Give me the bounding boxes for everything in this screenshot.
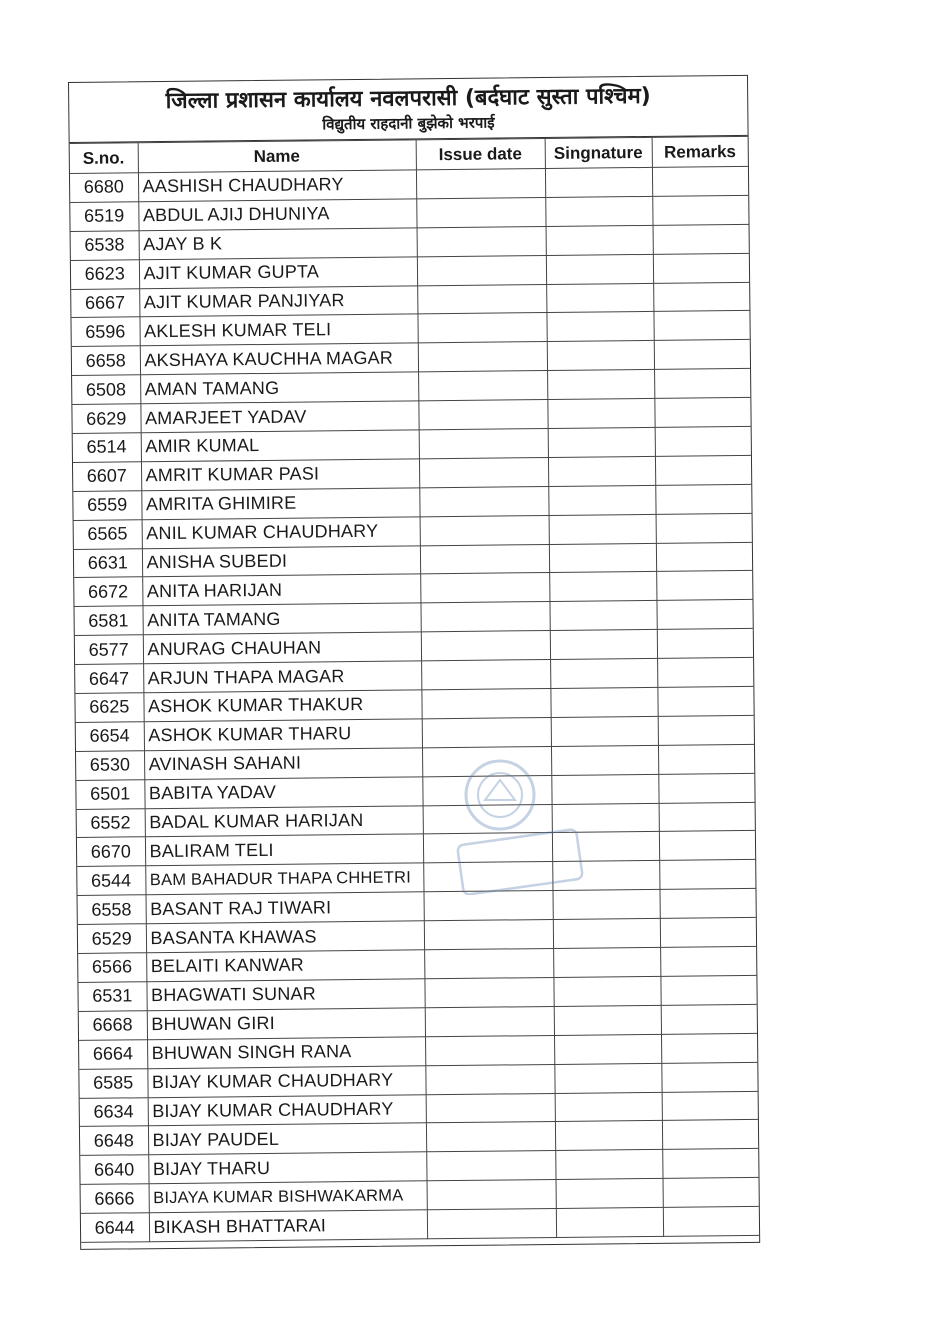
cell-remarks (660, 946, 756, 976)
cell-remarks (660, 917, 756, 947)
cell-signature (553, 947, 660, 977)
seal-outer-ring (466, 761, 534, 829)
cell-name: BIJAY THARU (148, 1152, 426, 1184)
cell-remarks (655, 455, 751, 485)
cell-name: AJIT KUMAR PANJIYAR (139, 285, 417, 317)
cell-name: ASHOK KUMAR THARU (144, 719, 422, 751)
cell-issue-date (426, 1093, 555, 1123)
cell-issue-date (426, 1151, 555, 1181)
cell-signature (546, 312, 653, 342)
cell-signature (548, 427, 655, 457)
cell-sno: 6658 (72, 346, 140, 376)
seal-box (457, 829, 583, 895)
cell-remarks (654, 397, 750, 427)
cell-remarks (663, 1206, 759, 1236)
cell-signature (546, 225, 653, 255)
table-body (70, 166, 759, 1242)
cell-name: AMIR KUMAL (141, 430, 419, 462)
cell-remarks (659, 860, 755, 890)
cell-sno: 6519 (70, 202, 138, 232)
cell-sno: 6664 (79, 1039, 147, 1069)
cell-issue-date (422, 717, 551, 747)
cell-name: ABDUL AJIJ DHUNIYA (138, 199, 416, 231)
cell-issue-date (427, 1209, 556, 1239)
cell-signature (549, 514, 656, 544)
cell-name: AJAY B K (139, 228, 417, 260)
cell-remarks (663, 1178, 759, 1208)
cell-name: ASHOK KUMAR THAKUR (143, 690, 421, 722)
office-title: जिल्ला प्रशासन कार्यालय नवलपरासी (बर्दघाट सुस्ता पश्चिम) (165, 83, 651, 114)
cell-sno: 6559 (73, 491, 141, 521)
cell-sno: 6625 (75, 693, 143, 723)
cell-name: AMRIT KUMAR PASI (141, 459, 419, 491)
cell-signature (554, 1034, 661, 1064)
cell-remarks (658, 773, 754, 803)
cell-sno: 6623 (71, 259, 139, 289)
cell-issue-date (418, 371, 547, 401)
cell-sno: 6585 (79, 1068, 147, 1098)
cell-issue-date (424, 920, 553, 950)
column-header-signature: Singnature (545, 137, 652, 168)
cell-signature (551, 716, 658, 746)
cell-issue-date (418, 342, 547, 372)
cell-name: ANURAG CHAUHAN (143, 632, 421, 664)
cell-remarks (657, 657, 753, 687)
column-header-remarks: Remarks (652, 136, 748, 167)
cell-signature (550, 687, 657, 717)
cell-issue-date (420, 573, 549, 603)
cell-issue-date (416, 169, 545, 199)
cell-signature (547, 341, 654, 371)
cell-signature (546, 254, 653, 284)
cell-remarks (661, 1062, 757, 1092)
cell-remarks (654, 369, 750, 399)
cell-signature (553, 976, 660, 1006)
cell-sno: 6596 (71, 317, 139, 347)
cell-sno: 6514 (73, 433, 141, 463)
cell-issue-date (420, 515, 549, 545)
cell-name: ANITA TAMANG (142, 603, 420, 635)
cell-signature (548, 456, 655, 486)
cell-signature (555, 1150, 662, 1180)
cell-issue-date (424, 949, 553, 979)
cell-sno: 6634 (80, 1097, 148, 1127)
cell-signature (554, 1063, 661, 1093)
cell-name: BHUWAN SINGH RANA (147, 1037, 425, 1069)
cell-sno: 6538 (71, 231, 139, 261)
cell-issue-date (420, 602, 549, 632)
cell-sno: 6672 (74, 577, 142, 607)
cell-issue-date (421, 660, 550, 690)
cell-name: BIJAY PAUDEL (148, 1123, 426, 1155)
cell-sno: 6607 (73, 462, 141, 492)
column-header-name: Name (138, 140, 416, 173)
cell-issue-date (417, 284, 546, 314)
cell-sno: 6644 (81, 1213, 149, 1243)
cell-sno: 6531 (78, 982, 146, 1012)
cell-sno: 6581 (74, 606, 142, 636)
cell-issue-date (419, 457, 548, 487)
cell-name: BELAITI KANWAR (146, 950, 424, 982)
cell-sno: 6670 (77, 837, 145, 867)
cell-name: ANITA HARIJAN (142, 574, 420, 606)
cell-remarks (654, 340, 750, 370)
cell-issue-date (417, 313, 546, 343)
cell-name: BIJAY KUMAR CHAUDHARY (148, 1094, 426, 1126)
cell-remarks (662, 1149, 758, 1179)
cell-sno: 6667 (71, 288, 139, 318)
cell-name: AMRITA GHIMIRE (141, 488, 419, 520)
cell-signature (556, 1207, 663, 1237)
cell-sno: 6654 (76, 722, 144, 752)
cell-signature (548, 485, 655, 515)
cell-sno: 6558 (78, 895, 146, 925)
cell-name: BASANTA KHAWAS (146, 921, 424, 953)
cell-signature (550, 630, 657, 660)
cell-remarks (657, 686, 753, 716)
cell-remarks (656, 513, 752, 543)
cell-name: BADAL KUMAR HARIJAN (145, 805, 423, 837)
cell-signature (555, 1092, 662, 1122)
cell-name: BHUWAN GIRI (147, 1008, 425, 1040)
cell-issue-date (426, 1122, 555, 1152)
cell-remarks (653, 224, 749, 254)
cell-sno: 6640 (80, 1155, 148, 1185)
cell-remarks (662, 1120, 758, 1150)
cell-sno: 6566 (78, 953, 146, 983)
cell-issue-date (427, 1180, 556, 1210)
cell-name: BAM BAHADUR THAPA CHHETRI (145, 863, 423, 895)
cell-issue-date (425, 1064, 554, 1094)
cell-remarks (659, 802, 755, 832)
cell-issue-date (418, 400, 547, 430)
cell-name: BALIRAM TELI (145, 834, 423, 866)
cell-sno: 6530 (76, 751, 144, 781)
document-heading (69, 76, 748, 143)
cell-signature (549, 543, 656, 573)
cell-name: ANISHA SUBEDI (142, 545, 420, 577)
cell-issue-date (419, 486, 548, 516)
cell-name: BIKASH BHATTARAI (149, 1210, 427, 1242)
cell-sno: 6577 (75, 635, 143, 665)
cell-issue-date (417, 226, 546, 256)
cell-remarks (656, 542, 752, 572)
cell-name: BHAGWATI SUNAR (146, 979, 424, 1011)
cell-signature (553, 919, 660, 949)
cell-remarks (655, 426, 751, 456)
cell-issue-date (416, 197, 545, 227)
cell-sno: 6666 (81, 1184, 149, 1214)
cell-name: BIJAY KUMAR CHAUDHARY (147, 1065, 425, 1097)
cell-remarks (661, 1004, 757, 1034)
cell-sno: 6501 (76, 779, 144, 809)
cell-sno: 6544 (77, 866, 145, 896)
cell-name: AASHISH CHAUDHARY (138, 170, 416, 202)
cell-remarks (652, 195, 748, 225)
cell-sno: 6680 (70, 173, 138, 203)
column-header-sno: S.no. (70, 143, 138, 174)
office-seal-icon (455, 755, 585, 895)
cell-name: AMAN TAMANG (140, 372, 418, 404)
cell-remarks (656, 600, 752, 630)
cell-sno: 6529 (78, 924, 146, 954)
cell-remarks (658, 715, 754, 745)
receipt-sheet (68, 75, 760, 1250)
cell-remarks (659, 889, 755, 919)
cell-remarks (653, 253, 749, 283)
cell-issue-date (424, 891, 553, 921)
cell-remarks (653, 282, 749, 312)
cell-sno: 6648 (80, 1126, 148, 1156)
cell-name: ANIL KUMAR CHAUDHARY (142, 517, 420, 549)
cell-name: AJIT KUMAR GUPTA (139, 257, 417, 289)
cell-sno: 6668 (79, 1011, 147, 1041)
cell-signature (550, 659, 657, 689)
column-header-issue-date: Issue date (416, 139, 545, 170)
cell-issue-date (425, 1035, 554, 1065)
cell-signature (545, 167, 652, 197)
table-row (81, 1206, 759, 1242)
cell-signature (554, 1005, 661, 1035)
cell-name: ARJUN THAPA MAGAR (143, 661, 421, 693)
passport-receipt-table (70, 136, 759, 1243)
cell-remarks (655, 484, 751, 514)
cell-name: AKLESH KUMAR TELI (139, 314, 417, 346)
cell-signature (549, 601, 656, 631)
cell-sno: 6508 (72, 375, 140, 405)
cell-signature (555, 1121, 662, 1151)
cell-issue-date (417, 255, 546, 285)
cell-sno: 6647 (75, 664, 143, 694)
cell-remarks (653, 311, 749, 341)
cell-sno: 6631 (74, 548, 142, 578)
cell-issue-date (424, 977, 553, 1007)
cell-signature (545, 196, 652, 226)
cell-signature (549, 572, 656, 602)
cell-name: AKSHAYA KAUCHHA MAGAR (140, 343, 418, 375)
cell-issue-date (421, 689, 550, 719)
cell-remarks (656, 571, 752, 601)
cell-remarks (660, 975, 756, 1005)
document-subtitle: विद्युतीय राहदानी बुझेको भरपाई (322, 113, 495, 134)
cell-issue-date (425, 1006, 554, 1036)
cell-name: AMARJEET YADAV (140, 401, 418, 433)
cell-remarks (658, 744, 754, 774)
cell-sno: 6552 (77, 808, 145, 838)
cell-issue-date (420, 544, 549, 574)
cell-issue-date (419, 429, 548, 459)
cell-remarks (662, 1091, 758, 1121)
cell-remarks (661, 1033, 757, 1063)
cell-signature (547, 370, 654, 400)
cell-signature (547, 399, 654, 429)
cell-name: BABITA YADAV (144, 777, 422, 809)
cell-remarks (652, 166, 748, 196)
cell-name: BASANT RAJ TIWARI (146, 892, 424, 924)
cell-sno: 6629 (72, 404, 140, 434)
cell-remarks (657, 629, 753, 659)
cell-remarks (659, 831, 755, 861)
cell-name: AVINASH SAHANI (144, 748, 422, 780)
cell-signature (546, 283, 653, 313)
cell-sno: 6565 (74, 519, 142, 549)
seal-emblem (485, 780, 515, 800)
cell-signature (556, 1179, 663, 1209)
cell-issue-date (421, 631, 550, 661)
cell-name: BIJAYA KUMAR BISHWAKARMA (149, 1181, 427, 1213)
